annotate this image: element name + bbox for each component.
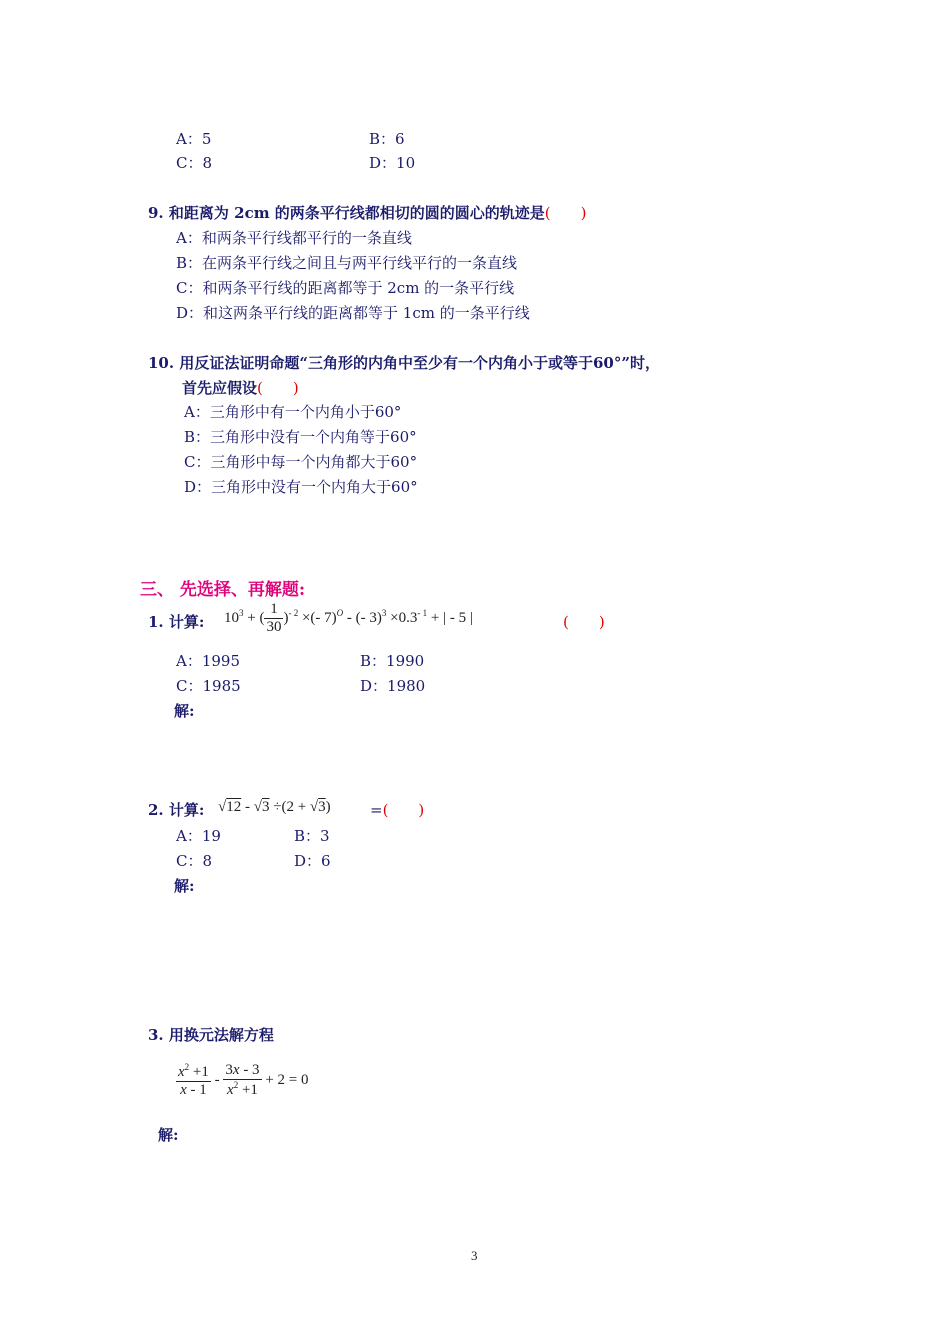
s1-question bbox=[148, 611, 204, 632]
q10-text: 用反证法证明命题“三角形的内角中至少有一个内角小于或等于60°”时， bbox=[179, 354, 660, 372]
q9-number: 9. bbox=[148, 204, 164, 222]
s1-number: 1. bbox=[148, 613, 164, 631]
q10-number: 10. bbox=[148, 354, 175, 372]
s1-solve-label: 解: bbox=[174, 702, 195, 720]
s3-text: 用换元法解方程 bbox=[168, 1026, 274, 1044]
q10-question-line2 bbox=[182, 377, 299, 398]
s3-solve-label: 解: bbox=[158, 1126, 179, 1144]
s3-question bbox=[148, 1024, 274, 1045]
s1-option-a: A：1995 bbox=[176, 652, 241, 670]
s2-option-b: B：3 bbox=[294, 827, 330, 845]
q10-text-2: 首先应假设 bbox=[182, 379, 258, 397]
s1-option-b: B：1990 bbox=[360, 652, 425, 670]
q10-option-d: D：三角形中没有一个内角大于60° bbox=[184, 478, 418, 496]
q8-option-c: C：8 bbox=[176, 154, 213, 172]
section-3-title: 三、 先选择、再解题: bbox=[140, 580, 306, 600]
s1-label: 计算: bbox=[168, 613, 205, 631]
s2-equals: = bbox=[370, 801, 383, 819]
s2-number: 2. bbox=[148, 801, 164, 819]
q10-answer-paren: ( ) bbox=[257, 379, 299, 397]
s1-expression: $10^3$ + ( $\frac{1}{30}$ )$^{- 2}$ ×(- 7)$^O$ - (- $3)^3 \times 0.3^{- 1}$ + | - 5 | bbox=[224, 601, 473, 635]
s2-expression: √12 - √3 ÷(2 + √3) bbox=[218, 799, 331, 815]
s2-question bbox=[148, 799, 204, 820]
s2-option-d: D：6 bbox=[294, 852, 331, 870]
q8-option-b: B：6 bbox=[369, 130, 405, 148]
q10-option-a: A：三角形中有一个内角小于60° bbox=[184, 403, 402, 421]
q9-option-c: C：和两条平行线的距离都等于 2cm 的一条平行线 bbox=[176, 279, 515, 297]
s1-option-d: D：1980 bbox=[360, 677, 426, 695]
q9-option-d: D：和这两条平行线的距离都等于 1cm 的一条平行线 bbox=[176, 304, 530, 322]
q8-option-a: A：5 bbox=[176, 130, 212, 148]
s3-number: 3. bbox=[148, 1026, 164, 1044]
q9-question bbox=[148, 202, 587, 223]
s2-option-c: C：8 bbox=[176, 852, 213, 870]
q9-option-b: B：在两条平行线之间且与两平行线平行的一条直线 bbox=[176, 254, 518, 272]
s2-answer-paren: ( ) bbox=[382, 801, 425, 819]
page-number: 3 bbox=[471, 1248, 478, 1263]
q10-option-c: C：三角形中每一个内角都大于60° bbox=[184, 453, 418, 471]
q9-text: 和距离为 2cm 的两条平行线都相切的圆的圆心的轨迹是 bbox=[168, 204, 545, 222]
s1-option-c: C：1985 bbox=[176, 677, 241, 695]
s3-equation: $\frac{x^2 +1}{x - 1}$ - $\frac{3x - 3}{x^2 +1}$ + 2 = 0 bbox=[178, 1062, 309, 1098]
s2-option-a: A：19 bbox=[176, 827, 221, 845]
s2-solve-label: 解: bbox=[174, 877, 195, 895]
q9-answer-paren: ( ) bbox=[544, 204, 587, 222]
q9-option-a: A：和两条平行线都平行的一条直线 bbox=[176, 229, 412, 247]
q10-question-line1 bbox=[148, 352, 660, 373]
q8-option-d: D：10 bbox=[369, 154, 416, 172]
s2-label: 计算: bbox=[168, 801, 205, 819]
s1-answer-paren: ( ) bbox=[563, 613, 605, 631]
q10-option-b: B：三角形中没有一个内角等于60° bbox=[184, 428, 417, 446]
